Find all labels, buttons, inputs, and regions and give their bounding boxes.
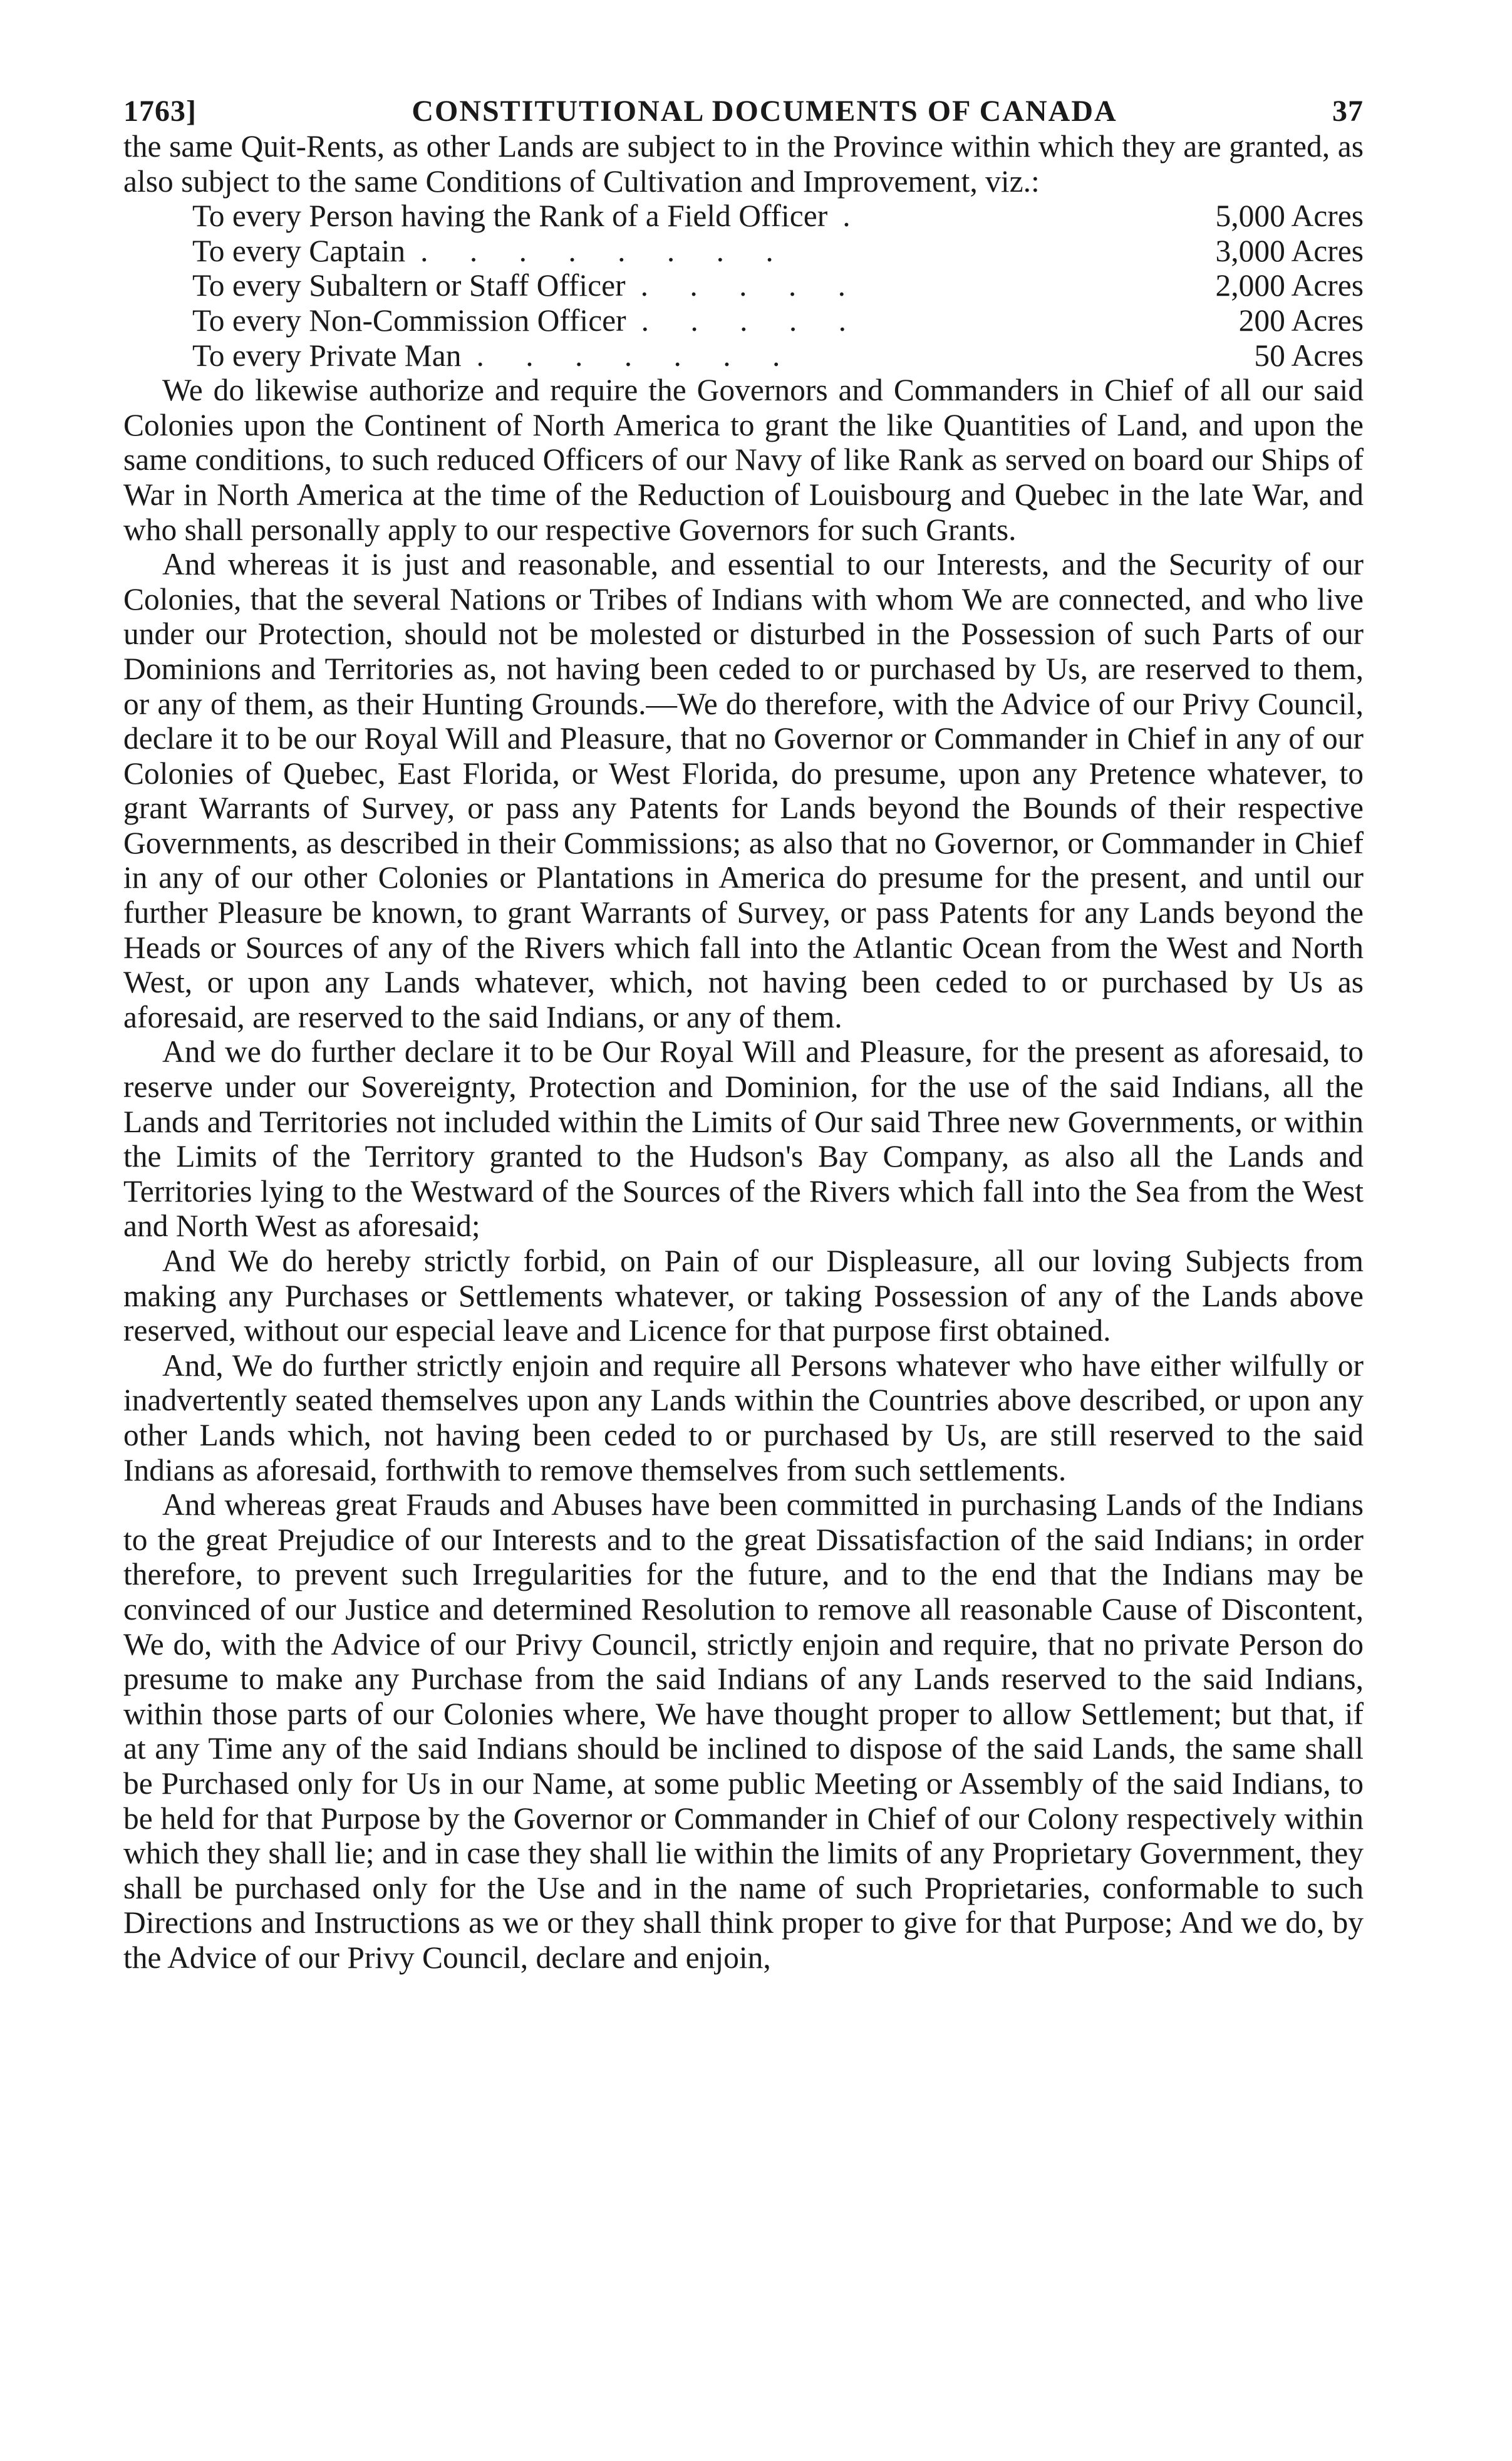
land-allotment-list <box>123 199 1364 373</box>
paragraph-frauds-abuses: And whereas great Frauds and Abuses have been committed in purchasing Lands of the Indians to the great Prejudice of our Interests and to the great Dissatisfaction of the said Indians; in order therefore, to prevent such Irregularities for the future, and to the end that the Indians may be convinced of our Justice and determined Resolution to remove all reasonable Cause of Discontent, We do, with the Advice of our Privy Council, strictly enjoin and require, that no private Person do presume to make any Purchase from the said Indians of any Lands reserved to the said Indians, within those parts of our Colonies where, We have thought proper to allow Settlement; but that, if at any Time any of the said Indians should be inclined to dispose of the said Lands, the same shall be Purchased only for Us in our Name, at some public Meeting or Assembly of the said Indians, to be held for that Purpose by the Governor or Commander in Chief of our Colony respectively within which they shall lie; and in case they shall lie within the limits of any Proprietary Government, they shall be purchased only for the Use and in the name of such Proprietaries, conformable to such Directions and Instructions as we or they shall think proper to give for that Purpose; And we do, by the Advice of our Privy Council, declare and enjoin, <box>123 1487 1364 1975</box>
paragraph-reserved-lands: And we do further declare it to be Our Royal Will and Pleasure, for the present as aforesaid, to reserve under our Sovereignty, Protection and Dominion, for the use of the said Indians, all the Lands and Territories not included within the Limits of Our said Three new Governments, or within the Limits of the Territory granted to the Hudson's Bay Company, as also all the Lands and Territories lying to the Westward of the Sources of the Rivers which fall into the Sea from the West and North West as aforesaid; <box>123 1034 1364 1244</box>
allotment-amount: 5,000 Acres <box>1215 199 1364 234</box>
allotment-rank: To every Person having the Rank of a Field Officer <box>192 199 828 234</box>
header-year: 1763] <box>123 95 197 128</box>
allotment-amount: 50 Acres <box>1254 338 1364 373</box>
allotment-row <box>192 338 1364 373</box>
allotment-row <box>192 234 1364 269</box>
dot-leader: . . . . . <box>641 303 863 338</box>
allotment-amount: 200 Acres <box>1238 303 1364 338</box>
intro-paragraph: the same Quit-Rents, as other Lands are subject to in the Province within which they are granted, as also subject to the same Conditions of Cultivation and Improvement, viz.: <box>123 129 1364 199</box>
dot-leader: . <box>842 199 867 234</box>
document-page <box>123 94 1364 1975</box>
allotment-amount: 2,000 Acres <box>1215 268 1364 303</box>
allotment-rank: To every Non-Commission Officer <box>192 303 626 338</box>
page-number: 37 <box>1332 95 1364 128</box>
allotment-row <box>192 268 1364 303</box>
dot-leader: . . . . . . . <box>476 338 797 373</box>
allotment-row <box>192 303 1364 338</box>
paragraph-naval-officers: We do likewise authorize and require the Governors and Commanders in Chief of all our said Colonies upon the Continent of North America to grant the like Quantities of Land, and upon the same conditions, to such reduced Officers of our Navy of like Rank as served on board our Ships of War in North America at the time of the Reduction of Louisbourg and Quebec in the late War, and who shall personally apply to our respective Governors for such Grants. <box>123 373 1364 547</box>
header-title: CONSTITUTIONAL DOCUMENTS OF CANADA <box>412 95 1117 128</box>
paragraph-remove-settlers: And, We do further strictly enjoin and require all Persons whatever who have either wilfully or inadvertently seated themselves upon any Lands within the Countries above described, or upon any other Lands which, not having been ceded to or purchased by Us, are still reserved to the said Indians as aforesaid, forthwith to remove themselves from such settlements. <box>123 1348 1364 1487</box>
allotment-amount: 3,000 Acres <box>1215 233 1364 268</box>
paragraph-hunting-grounds: And whereas it is just and reasonable, and essential to our Interests, and the Security of our Colonies, that the several Nations or Tribes of Indians with whom We are connected, and who live under our Protection, should not be molested or disturbed in the Possession of such Parts of our Dominions and Territories as, not having been ceded to or purchased by Us, are reserved to them, or any of them, as their Hunting Grounds.—We do therefore, with the Advice of our Privy Council, declare it to be our Royal Will and Pleasure, that no Governor or Commander in Chief in any of our Colonies of Quebec, East Florida, or West Florida, do presume, upon any Pretence whatever, to grant Warrants of Survey, or pass any Patents for Lands beyond the Bounds of their respective Governments, as described in their Commissions; as also that no Governor, or Commander in Chief in any of our other Colonies or Plantations in America do presume for the present, and until our further Pleasure be known, to grant Warrants of Survey, or pass Patents for any Lands beyond the Heads or Sources of any of the Rivers which fall into the Atlantic Ocean from the West and North West, or upon any Lands whatever, which, not having been ceded to or purchased by Us as aforesaid, are reserved to the said Indians, or any of them. <box>123 547 1364 1034</box>
dot-leader: . . . . . <box>640 268 862 303</box>
dot-leader: . . . . . . . . <box>420 233 790 268</box>
body-text <box>123 129 1364 1975</box>
allotment-rank: To every Subaltern or Staff Officer <box>192 268 626 303</box>
paragraph-forbid-purchases: And We do hereby strictly forbid, on Pain of our Displeasure, all our loving Subjects from making any Purchases or Settlements whatever, or taking Possession of any of the Lands above reserved, without our especial leave and Licence for that purpose first obtained. <box>123 1244 1364 1348</box>
running-head <box>123 94 1364 129</box>
allotment-row <box>192 199 1364 234</box>
allotment-rank: To every Captain <box>192 233 406 268</box>
allotment-rank: To every Private Man <box>192 338 462 373</box>
